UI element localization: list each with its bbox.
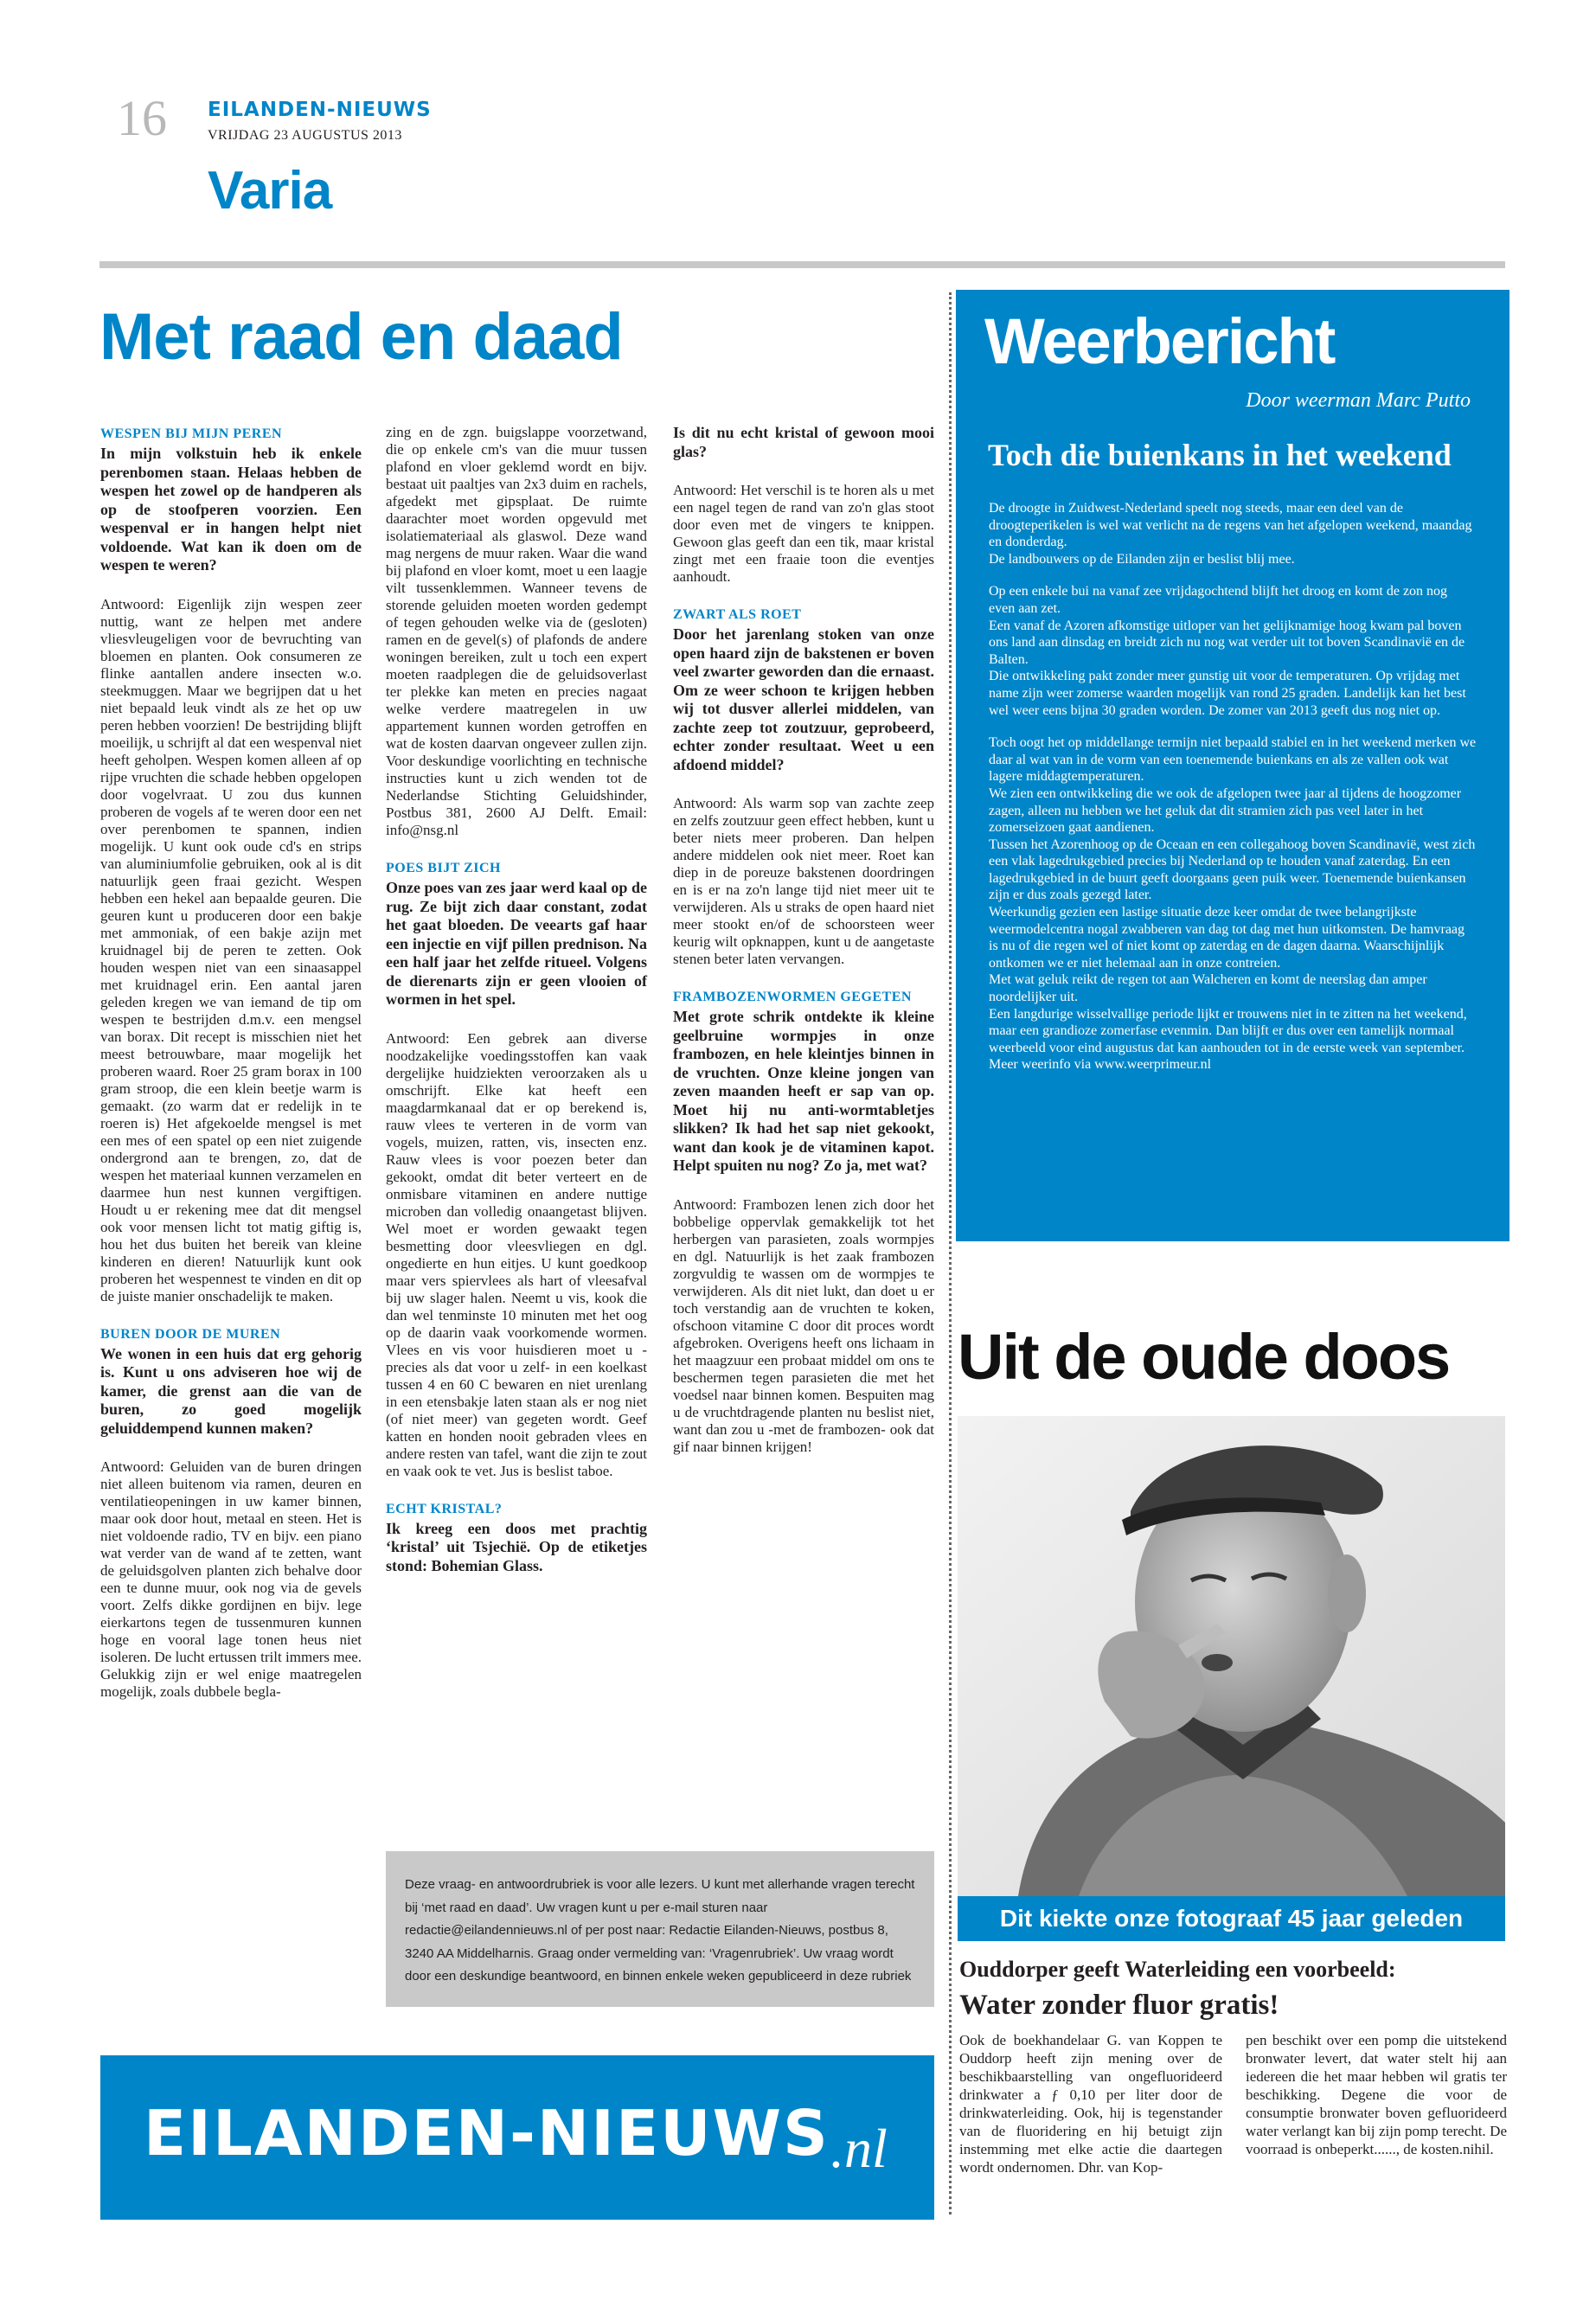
question-topic: POES BIJT ZICH: [386, 861, 501, 875]
reader-question: Onze poes van zes jaar werd kaal op de rug. Ze bijt zich daar constant, zodat het gaat bloeden. De veearts gaf haar een injectie en vijf pillen prednison. Na een half jaar het zelfde ritueel. Volgens de dierenarts zijn er geen vlooien of wormen in het spel.: [386, 879, 647, 1008]
photo-caption: Dit kiekte onze fotograaf 45 jaar geleden: [958, 1896, 1505, 1941]
oude-doos-subhead: Ouddorper geeft Waterleiding een voorbeeld:: [959, 1957, 1396, 1982]
page-number: 16: [117, 90, 167, 146]
question-topic: ZWART ALS ROET: [673, 607, 802, 622]
raad-column-3: [673, 424, 934, 1477]
reader-question: Ik kreeg een doos met prachtig ‘kristal’ uit Tsjechië. Op de etiketjes stond: Bohemian Glass.: [386, 1519, 647, 1574]
question-topic: ECHT KRISTAL?: [386, 1501, 503, 1516]
raad-column-1: [100, 426, 362, 1721]
weather-body: [989, 500, 1477, 1089]
expert-answer: Antwoord: Eigenlijk zijn wespen zeer nuttig, want ze helpen met andere vliesvleugeligen voor de bevruchting van bloemen en planten. Ook consumeren ze flinke aantallen andere insecten w.o. steekmuggen. Maar we begrijpen dat u het niet bepaald leuk vindt als ze het op uw peren hebben voorzien! De bestrijding blijft moeilijk, u schrijft al dat een wespenval niet heeft geholpen. Wespen komen alleen af op rijpe vruchten die schade hebben opgelopen door vogelvraat. U zou dus kunnen proberen de vogels af te weren door een net over perenbomen te spannen, indien mogelijk. U kunt ook oude cd's en strips van aluminiumfolie gebruiken, ook al is dit natuurlijk geen fraai gezicht. Wespen hebben een hekel aan bepaalde geuren. Die geuren kunt u produceren door een bakje met ammoniak, of een bakje azijn met kruidnagel bij de peren te zetten. Ook houden wespen niet van een sinaasappel met kruidnagel erin. Een aantal jaren geleden kregen we van iemand de tip om wespen te bestrijden d.m.v. een mengsel van borax. Dit recept is misschien niet het meest betrouwbare, maar mogelijk het proberen waard. Roer 25 gram borax in 100 gram stroop, die een klein beetje warm is gemaakt. (zo warm dat er redelijk in te roeren is) Het afgekoelde mengsel is met een mes of een spatel op een niet zuigende ondergrond aan te brengen, zo, dat de wespen het materiaal kunnen verzamelen en daarmee hun nest kunnen vergiftigen. Houdt u er rekening mee dat dit mengsel ook voor mensen licht tot matig giftig is, hou het dus buiten het bereik van kleine kinderen en dieren! Natuurlijk kunt ook proberen het wespennest te vinden en dit op de juiste manier onschadelijk te maken.: [100, 595, 362, 1304]
reader-question: Is dit nu echt kristal of gewoon mooi glas?: [673, 424, 934, 460]
reader-question: Met grote schrik ontdekte ik kleine geelbruine wormpjes in onze frambozen, en hele kleintjes binnen in de vruchten. Onze kleine jongen van zeven maanden heeft er sap van op. Moet hij nu anti-wormtabletjes slikken? Ik had het sap niet gekookt, want dan kook je de vitaminen kapot. Helpt spuiten nu nog? Zo ja, met wat?: [673, 1008, 934, 1174]
raad-title: Met raad en daad: [99, 300, 623, 374]
weather-author: Door weerman Marc Putto: [1246, 389, 1471, 412]
weather-title: Weerbericht: [984, 305, 1335, 377]
section-title: Varia: [208, 161, 332, 221]
rubriek-info-box: [386, 1851, 934, 2007]
weather-paragraph: Op een enkele bui na vanaf zee vrijdagochtend blijft het droog en komt de zon nog even aan zet. Een vanaf de Azoren afkomstige uitloper van het gelijknamige hoog kwam pal boven ons land aan dinsdag en breidt zich nu nog wat verder uit tot boven Scandinavië en de Balten. Die ontwikkeling pakt zonder meer gunstig uit voor de temperaturen. Op vrijdag met name zijn weer zomerse waarden mogelijk van rond 25 graden. Landelijk kan het best wel weer eens bijna 30 graden worden. De zomer van 2013 geeft dus nog niet op.: [989, 584, 1466, 718]
oude-doos-text: pen beschikt over een pomp die uitstekend bronwater levert, dat water stelt hij aan iedereen die het maar hebben wil gratis ter beschikking. Degene die voor de consumptie bronwater boven gefluorideerd water verlangt kan bij zijn pomp terecht. De voorraad is onbeperkt......, de kosten.nihil.: [1246, 2032, 1507, 2157]
oude-doos-headline: Water zonder fluor gratis!: [959, 1990, 1279, 2021]
oude-doos-text: Ook de boekhandelaar G. van Koppen te Ouddorp heeft zijn mening over de beschikbaarstelling van ongefluorideerd drinkwater a ƒ 0,10 per liter door de drinkwaterleiding. Ook, hij is tegenstander van de fluoridering en hij betuigt zijn instemming met elke actie die daartegen wordt ondernomen. Dhr. van Kop-: [959, 2032, 1222, 2176]
expert-answer: Antwoord: Een gebrek aan diverse noodzakelijke voedingsstoffen kan vaak dergelijke huidziekten veroorzaken als u omschrijft. Elke kat heeft een maagdarmkanaal dat er op berekend is, rauw vlees te verteren in de vorm van vogels, muizen, ratten, vis, insecten enz. Rauw vlees is voor poezen beter dan gekookt, omdat dit beter verteert en de onmisbare vitaminen en andere nuttige microben dan volledig onaangetast blijven. Wel moet er worden gewaakt tegen besmetting door vleesvliegen en dgl. ongedierte en hun eitjes. U kunt goedkoop maar vers spiervlees als hart of vleesafval bij uw slager halen. Neemt u vis, kook die dan wel tenminste 10 minuten met het oog op de daarin vaak voorkomende wormen. Vlees en vis voor huisdieren moet u -precies als dat voor u zelf- in een koelkast tussen 4 en 60 C bewaren en niet urenlang in een etensbakje laten staan als er nog niet (of niet meer) van gegeten wordt. Geef katten en honden nooit gebraden vlees en andere resten van tafel, want die zijn te zout en vaak ook te vet. Jus is beslist taboe.: [386, 1029, 647, 1479]
column-separator: [949, 292, 952, 2214]
expert-answer: Antwoord: Frambozen lenen zich door het bobbelige oppervlak gemakkelijk tot het herbergen van parasieten, zoals wormpjes en dgl. Natuurlijk is het zaak frambozen zorgvuldig te wassen om de wormpjes te verwijderen. Als dit niet lukt, dan doet u er toch verstandig aan de vruchten te koken, ofschoon vitamine C door dit proces wordt afgebroken. Overigens heeft ons lichaam in het maagzuur een probaat middel om ons te beschermen tegen parasieten die met het voedsel naar binnen komen. Bespuiten mag u de vruchtdragende planten nu beslist niet, want dan zou u -met de frambozen- ook dat gif naar binnen krijgen!: [673, 1195, 934, 1455]
issue-date: VRIJDAG 23 AUGUSTUS 2013: [208, 128, 402, 143]
question-topic: WESPEN BIJ MIJN PEREN: [100, 426, 283, 441]
expert-answer: Antwoord: Als warm sop van zachte zeep en zelfs zoutzuur geen effect hebben, kunt u beter niets meer proberen. Dan helpen andere middelen ook niet meer. Roet kan diep in de poreuze bakstenen doordringen en is er na zo'n lange tijd niet meer uit te verwijderen. Als u straks de open haard niet meer stookt en/of de schoorsteen weer keurig wilt opknappen, kunt u de aangetaste stenen beter laten vervangen.: [673, 795, 934, 967]
question-topic: FRAMBOZENWORMEN GEGETEN: [673, 990, 912, 1004]
weather-headline: Toch die buienkans in het weekend: [988, 438, 1452, 472]
oude-doos-column-2: [1246, 2031, 1507, 2158]
reader-question: In mijn volkstuin heb ik enkele perenbomen staan. Helaas hebben de wespen het zowel op de handperen als op de stoofperen voorzien. Een wespenval er in hangen helpt niet voldoende. Wat kan ik doen om de wespen te weren?: [100, 445, 362, 574]
site-logo-text: EILANDEN-NIEUWS: [144, 2097, 830, 2170]
reader-question: Door het jarenlang stoken van onze open haard zijn de bakstenen er boven veel zwarter geworden dan die ernaast. Om ze weer schoon te krijgen hebben wij tot dusver allerlei middelen, van zachte zeep tot zoutzuur, geprobeerd, echter zonder resultaat. Weet u een afdoend middel?: [673, 625, 934, 773]
raad-column-2: [386, 424, 647, 1596]
weather-paragraph: De droogte in Zuidwest-Nederland speelt nog steeds, maar een deel van de droogteperikelen is wel wat verlicht na de regens van het afgelopen weekend, maandag en donderdag. De landbouwers op de Eilanden zijn er beslist blij mee.: [989, 501, 1472, 567]
oude-doos-column-1: [959, 2031, 1222, 2176]
weather-paragraph: Toch oogt het op middellange termijn niet bepaald stabiel en in het weekend merken we daar al wat van in de vorm van een toenemende buienkans en als ze vallen ook wat lagere middagtemperaturen. We zien een ontwikkeling die we ook de afgelopen twee jaar al tijdens de hoogzomer zagen, alleen nu hebben we het geluk dat dit stramien zich pas veel later in het zomerseizoen gaat aandienen. Tussen het Azorenhoog op de Oceaan en een collegahoog boven Scandinavië, west zich een vlak lagedrukgebied precies bij Nederland op te houden vanaf zaterdag. En een lagedrukgebied in de buurt geeft doorgaans geen puik weer. Toenemende buienkansen zijn er dus zoals gezegd later. Weerkundig gezien een lastige situatie deze keer omdat de twee belangrijkste weermodelcentra nogal zwabberen van dag tot dag met hun uitkomsten. De hamvraag is nu of die regen wel of niet komt op zaterdag en de dagen daarna. Waarschijnlijk ontkomen we er niet helemaal aan in onze contreien. Met wat geluk reikt de regen tot aan Walcheren en komt de neerslag dan amper noordelijker uit. Een langdurige wisselvallige periode lijkt er trouwens niet in te zitten na het weekend, maar een grandioze zomerfase evenmin. Dan blijft er dus over een tamelijk normaal weerbeeld voor eind augustus dat kan aanhouden tot in de eerste week van september. Meer weerinfo via www.weerprimeur.nl: [989, 735, 1477, 1073]
question-topic: BUREN DOOR DE MUREN: [100, 1326, 281, 1342]
archive-photo: [958, 1416, 1505, 1896]
reader-question: We wonen in een huis dat erg gehorig is. Kunt u ons adviseren hoe wij de kamer, die grenst aan die van de buren, zo goed mogelijk geluiddempend kunnen maken?: [100, 1344, 362, 1437]
masthead-brand: EILANDEN-NIEUWS: [208, 99, 432, 121]
rubriek-info-text: Deze vraag- en antwoordrubriek is voor alle lezers. U kunt met allerhande vragen terecht bij ‘met raad en daad’. Uw vragen kunt u per e-mail sturen naar redactie@eilandennieuws.nl of per post naar: Redactie Eilanden-Nieuws, postbus 8, 3240 AA Middelharnis. Graag onder vermelding van: ‘Vragenrubriek’. Uw vraag wordt door een deskundige beantwoord, en binnen enkele weken gepubliceerd in deze rubriek: [405, 1877, 915, 1984]
expert-answer: zing en de zgn. buigslappe voorzetwand, die op enkele cm's van die muur tussen plafond en vloer geklemd wordt en bijv. bestaat uit paaltjes van 2x3 duim en rachels, afgedekt met gipsplaat. De ruimte daarachter moet worden opgevuld met isolatiemateriaal als glaswol. Deze wand mag nergens de muur raken. Waar die wand bij plafond en vloer komt, moet u een laagje vilt tussenklemmen. Wanneer tevens de storende geluiden moeten worden gedempt of tegen gehouden welke via de (gesloten) ramen en de gevel(s) of plafonds de andere woningen bereiken, zult u toch een expert moeten raadplegen die de geluidsoverlast ter plekke kan meten en precies nagaat welke verdere maatregelen in uw appartement kunnen worden getroffen en wat de kosten daarvan ongeveer zullen zijn. Voor deskundige voorlichting en technische instructies kunt u zich wenden tot de Nederlandse Stichting Geluidshinder, Postbus 381, 2600 AJ Delft. Email: info@nsg.nl: [386, 424, 647, 838]
expert-answer: Antwoord: Geluiden van de buren dringen niet alleen buitenom via ramen, deuren en ventilatieopeningen in uw kamer binnen, maar ook door hout, metaal en steen. Het is niet voldoende radio, TV en bijv. een piano wat verder van de wand af te zetten, want de geluidsgolven planten zich behalve door een te dunne muur, ook nog via de gevels voort. Zelfs dikke gordijnen en bijv. lege eierkartons tegen de tussenmuren kunnen hoge en vooral lage tonen heus niet isoleren. De lucht ertussen trilt immers mee. Gelukkig zijn er wel enige maatregelen mogelijk, zoals dubbele begla-: [100, 1458, 362, 1700]
expert-answer: Antwoord: Het verschil is te horen als u met een nagel tegen de rand van zo'n glas stoot door even met de vingers te knippen. Gewoon glas geeft dan een tik, maar kristal zingt met een fraaie toon die eventjes aanhoudt.: [673, 482, 934, 585]
site-logo-suffix: .nl: [830, 2118, 888, 2179]
header-divider: [99, 261, 1505, 268]
oude-doos-title: Uit de oude doos: [958, 1321, 1450, 1393]
